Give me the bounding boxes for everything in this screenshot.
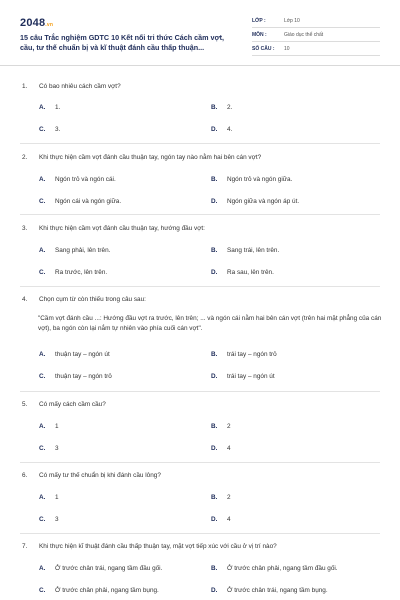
question-stem <box>22 224 205 233</box>
option-letter: B. <box>211 247 218 254</box>
option-b[interactable] <box>211 493 231 502</box>
logo-tld: .vn <box>45 22 54 28</box>
option-letter: C. <box>39 516 46 523</box>
option-d[interactable] <box>211 268 274 277</box>
question-number: 5. <box>22 401 28 408</box>
option-d[interactable] <box>211 586 328 595</box>
question-text: Khi thực hiện kĩ thuật đánh cầu thấp thuận tay, mặt vợt tiếp xúc với cầu ở vị trí nào? <box>39 543 277 550</box>
option-text: trái tay – ngón út <box>227 373 275 380</box>
option-text: 4 <box>227 445 231 452</box>
option-text: 3. <box>55 126 61 133</box>
question-text: Có mấy cách cầm cầu? <box>39 401 106 408</box>
question-text: Khi thực hiện cầm vợt đánh cầu thuận tay, ngón tay nào nằm hai bên cán vợt? <box>39 154 262 161</box>
option-text: 2 <box>227 494 231 501</box>
divider <box>20 533 380 534</box>
option-letter: C. <box>39 126 46 133</box>
page-header <box>0 0 400 66</box>
option-text: thuận tay – ngón trỏ <box>55 373 112 380</box>
option-b[interactable] <box>211 246 279 255</box>
option-text: 3 <box>55 445 59 452</box>
option-text: Ngón trỏ và ngón cái. <box>55 176 116 183</box>
option-text: 1 <box>55 494 59 501</box>
option-d[interactable] <box>211 125 232 134</box>
option-text: 1. <box>55 104 61 111</box>
divider <box>20 391 380 392</box>
option-text: Ở trước chân phải, ngang tầm bụng. <box>55 587 159 594</box>
divider <box>20 214 380 215</box>
option-text: thuận tay – ngón út <box>55 351 110 358</box>
option-b[interactable] <box>211 350 277 359</box>
question-text: Chọn cụm từ còn thiếu trong câu sau: <box>39 296 146 303</box>
option-letter: A. <box>39 104 46 111</box>
option-d[interactable] <box>211 515 231 524</box>
option-text: Ngón cái và ngón giữa. <box>55 198 122 205</box>
option-b[interactable] <box>211 175 292 184</box>
option-text: 4. <box>227 126 233 133</box>
info-value: Lớp 10 <box>284 17 300 24</box>
option-c[interactable] <box>39 444 59 453</box>
option-letter: D. <box>211 445 218 452</box>
option-c[interactable] <box>39 197 121 206</box>
question-number: 7. <box>22 543 28 550</box>
option-text: Ngón trỏ và ngón giữa. <box>227 176 293 183</box>
option-c[interactable] <box>39 125 60 134</box>
option-letter: C. <box>39 269 46 276</box>
option-a[interactable] <box>39 175 116 184</box>
option-c[interactable] <box>39 372 112 381</box>
option-letter: D. <box>211 126 218 133</box>
option-letter: A. <box>39 247 46 254</box>
info-row-count <box>252 42 380 56</box>
option-letter: D. <box>211 198 218 205</box>
question-number: 1. <box>22 83 28 90</box>
question-stem <box>22 542 277 551</box>
site-logo[interactable] <box>20 17 53 29</box>
option-a[interactable] <box>39 350 110 359</box>
question-text: Có bao nhiêu cách cầm vợt? <box>39 83 121 90</box>
option-a[interactable] <box>39 103 60 112</box>
question-stem <box>22 471 161 480</box>
info-row-subject <box>252 28 380 42</box>
option-text: Ở trước chân trái, ngang tầm đầu gối. <box>55 565 163 572</box>
question-text: Khi thực hiện cầm vợt đánh cầu thuận tay, hướng đầu vợt: <box>39 225 205 232</box>
question-stem <box>22 82 121 91</box>
option-text: 2. <box>227 104 233 111</box>
option-letter: C. <box>39 445 46 452</box>
question-text: Có mấy tư thế chuẩn bị khi đánh cầu lông? <box>39 472 161 479</box>
document-title: 15 câu Trắc nghiệm GDTC 10 Kết nối tri thức Cách cầm vợt, cầu, tư thế chuẩn bị và kĩ thuật đánh cầu thấp thuận... <box>20 33 225 52</box>
option-letter: B. <box>211 351 218 358</box>
option-letter: C. <box>39 587 46 594</box>
option-letter: D. <box>211 373 218 380</box>
option-letter: A. <box>39 176 46 183</box>
option-letter: C. <box>39 373 46 380</box>
option-letter: D. <box>211 587 218 594</box>
option-text: 1 <box>55 423 59 430</box>
option-a[interactable] <box>39 422 59 431</box>
option-d[interactable] <box>211 444 231 453</box>
option-text: Ra trước, lên trên. <box>55 269 108 276</box>
info-value: 10 <box>284 45 290 52</box>
option-letter: A. <box>39 351 46 358</box>
option-b[interactable] <box>211 564 338 573</box>
option-letter: B. <box>211 104 218 111</box>
option-letter: B. <box>211 565 218 572</box>
option-letter: A. <box>39 565 46 572</box>
info-row-class <box>252 14 380 28</box>
option-letter: D. <box>211 516 218 523</box>
option-letter: B. <box>211 423 218 430</box>
question-stem <box>22 295 146 304</box>
question-number: 4. <box>22 296 28 303</box>
option-text: Sang trái, lên trên. <box>227 247 280 254</box>
info-label: SỐ CÂU : <box>252 45 275 52</box>
option-letter: C. <box>39 198 46 205</box>
option-d[interactable] <box>211 197 299 206</box>
option-c[interactable] <box>39 515 59 524</box>
question-quote: "Cầm vợt đánh cầu ...: Hướng đầu vợt ra trước, lên trên; ... và ngón cái nằm hai bên cán vợt (trên hai mặt phẳng của cán vợt), ba ngón còn lại nắm tự nhiên vào phía cuối cán vợt". <box>38 315 382 332</box>
info-box <box>252 14 380 56</box>
option-a[interactable] <box>39 246 110 255</box>
info-value: Giáo dục thể chất <box>284 31 324 38</box>
question-stem <box>22 153 261 162</box>
option-c[interactable] <box>39 586 159 595</box>
info-label: LỚP : <box>252 17 266 24</box>
option-text: Ra sau, lên trên. <box>227 269 274 276</box>
option-text: trái tay – ngón trỏ <box>227 351 277 358</box>
question-stem <box>22 400 106 409</box>
option-text: 2 <box>227 423 231 430</box>
option-text: Ngón giữa và ngón áp út. <box>227 198 300 205</box>
divider <box>20 143 380 144</box>
option-b[interactable] <box>211 422 231 431</box>
option-text: 3 <box>55 516 59 523</box>
logo-text: 2048 <box>20 17 46 29</box>
option-letter: D. <box>211 269 218 276</box>
option-letter: B. <box>211 176 218 183</box>
option-a[interactable] <box>39 493 59 502</box>
option-letter: A. <box>39 423 46 430</box>
option-a[interactable] <box>39 564 162 573</box>
option-text: Ở trước chân phải, ngang tầm đầu gối. <box>227 565 338 572</box>
divider <box>20 286 380 287</box>
option-b[interactable] <box>211 103 232 112</box>
option-letter: A. <box>39 494 46 501</box>
question-number: 3. <box>22 225 28 232</box>
question-number: 6. <box>22 472 28 479</box>
info-label: MÔN : <box>252 31 267 38</box>
question-number: 2. <box>22 154 28 161</box>
option-letter: B. <box>211 494 218 501</box>
option-text: Sang phải, lên trên. <box>55 247 111 254</box>
option-c[interactable] <box>39 268 107 277</box>
option-text: Ở trước chân trái, ngang tầm bụng. <box>227 587 328 594</box>
option-d[interactable] <box>211 372 275 381</box>
option-text: 4 <box>227 516 231 523</box>
divider <box>20 462 380 463</box>
